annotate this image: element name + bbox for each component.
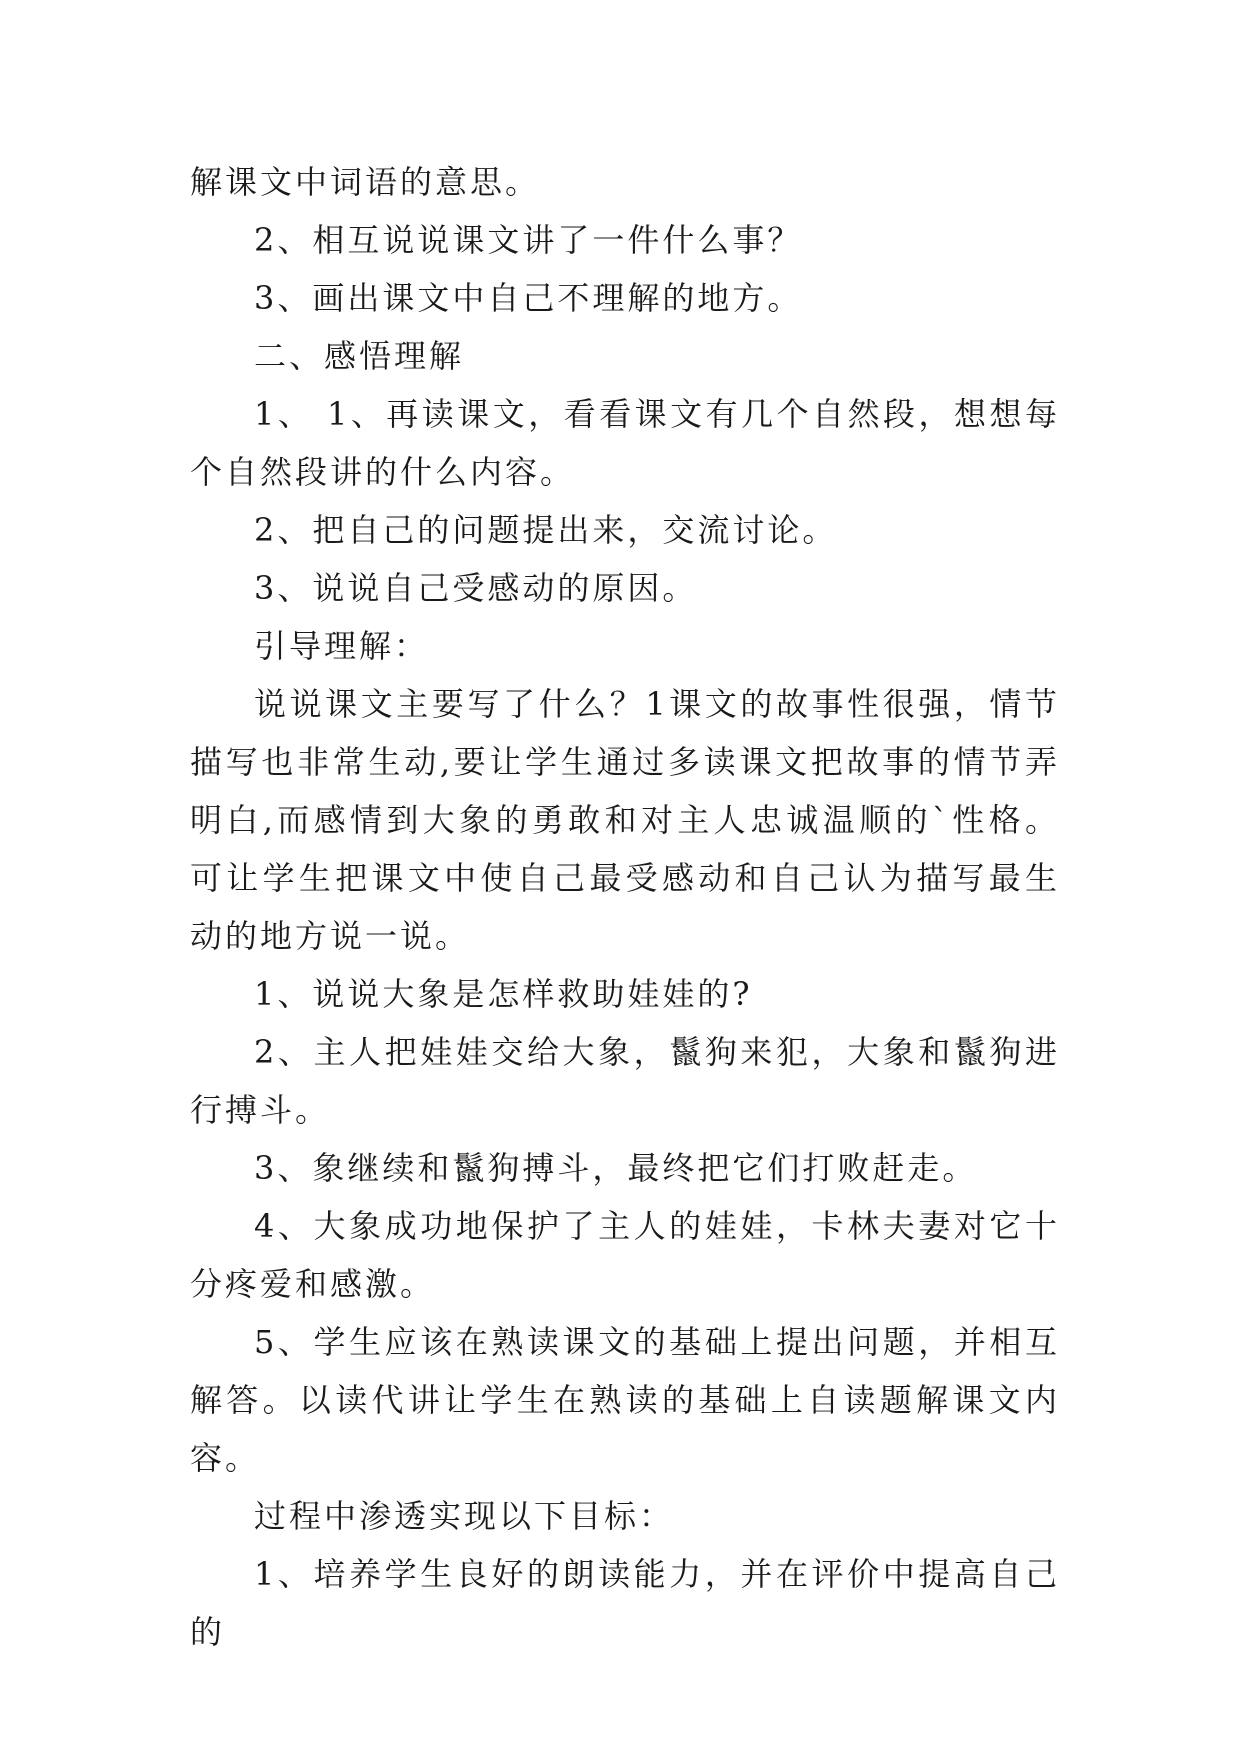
paragraph: 3、说说自己受感动的原因。 xyxy=(254,569,698,607)
paragraph: 5、学生应该在熟读课文的基础上提出问题，并相互解答。以读代讲让学生在熟读的基础上自读题解课文内容。 xyxy=(190,1323,1060,1477)
paragraph: 1、 1、再读课文，看看课文有几个自然段，想想每个自然段讲的什么内容。 xyxy=(190,395,1060,491)
body-text xyxy=(190,153,1060,1661)
paragraph: 1、培养学生良好的朗读能力，并在评价中提高自己的 xyxy=(190,1555,1060,1651)
section-heading: 二、感悟理解 xyxy=(254,337,465,375)
paragraph: 解课文中词语的意思。 xyxy=(190,163,541,201)
paragraph: 2、把自己的问题提出来，交流讨论。 xyxy=(254,511,838,549)
paragraph: 3、画出课文中自己不理解的地方。 xyxy=(254,279,803,317)
paragraph: 过程中渗透实现以下目标： xyxy=(254,1497,675,1535)
paragraph: 3、象继续和鬣狗搏斗，最终把它们打败赶走。 xyxy=(254,1149,978,1187)
paragraph: 1、说说大象是怎样救助娃娃的? xyxy=(254,975,753,1013)
paragraph: 2、主人把娃娃交给大象，鬣狗来犯，大象和鬣狗进行搏斗。 xyxy=(190,1033,1060,1129)
paragraph: 说说课文主要写了什么？1课文的故事性很强，情节描写也非常生动,要让学生通过多读课文把故事的情节弄明白,而感情到大象的勇敢和对主人忠诚温顺的`性格。可让学生把课文中使自己最受感动和自己认为描写最生动的地方说一说。 xyxy=(190,685,1060,955)
paragraph: 引导理解： xyxy=(254,627,430,665)
paragraph: 4、大象成功地保护了主人的娃娃，卡林夫妻对它十分疼爱和感激。 xyxy=(190,1207,1060,1303)
paragraph: 2、相互说说课文讲了一件什么事？ xyxy=(254,221,803,259)
